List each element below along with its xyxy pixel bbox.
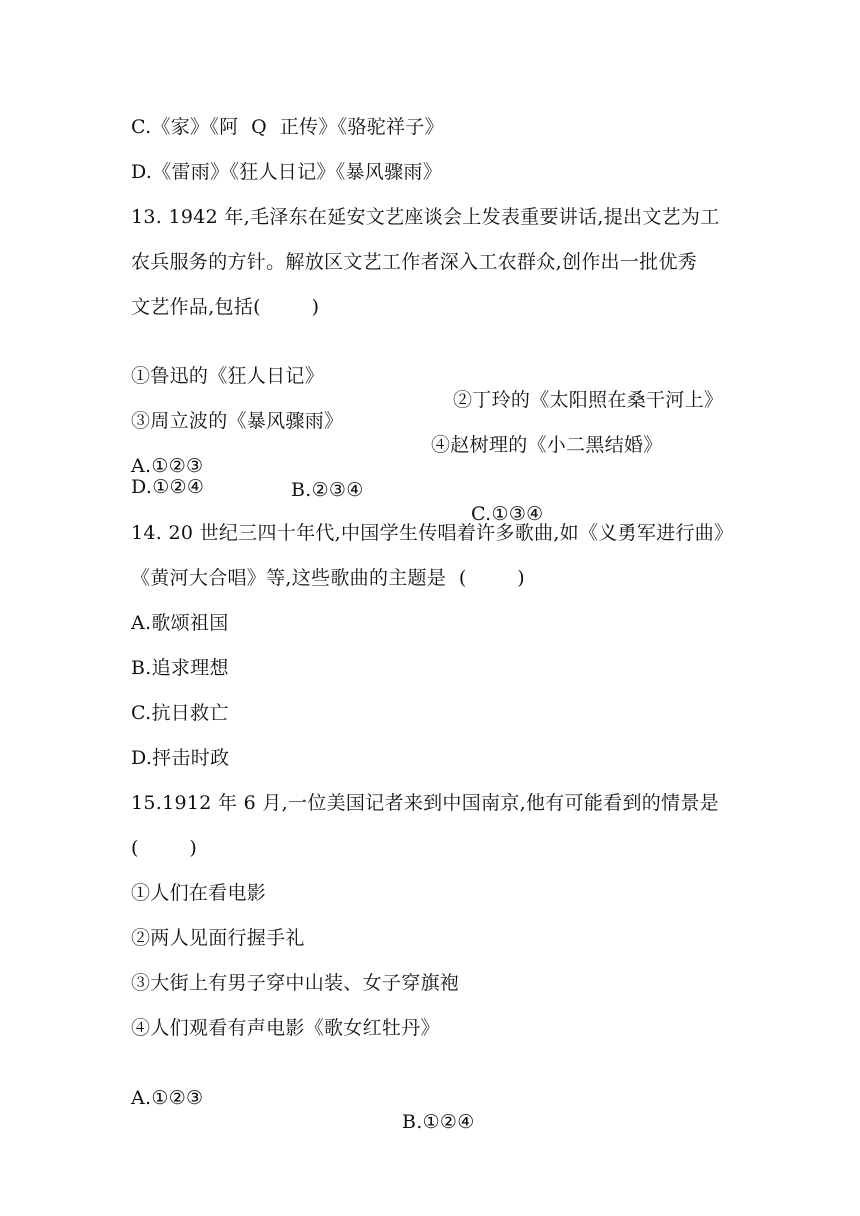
q14-option-d: D.抨击时政 — [131, 747, 230, 769]
q14-stem-line-1: 14. 20 世纪三四十年代,中国学生传唱着许多歌曲,如《义勇军进行曲》 — [131, 522, 734, 544]
q13-option-b: B.②③④ — [291, 479, 364, 501]
q15-stem-line-1: 15.1912 年 6 月,一位美国记者来到中国南京,他有可能看到的情景是 — [131, 792, 719, 814]
q13-item-2: ②丁玲的《太阳照在桑干河上》 — [453, 389, 724, 411]
q12-option-c: C.《家》《阿 Q 正传》《骆驼祥子》 — [131, 116, 444, 138]
q15-item-4: ④人们观看有声电影《歌女红牡丹》 — [131, 1017, 440, 1039]
q15-options-row — [131, 1062, 731, 1158]
q13-option-a: A.①②③ — [131, 455, 204, 477]
q13-stem-line-2: 农兵服务的方针。解放区文艺工作者深入工农群众,创作出一批优秀 — [131, 251, 698, 273]
q15-item-3: ③大街上有男子穿中山装、女子穿旗袍 — [131, 972, 460, 994]
q12-option-d: D.《雷雨》《狂人日记》《暴风骤雨》 — [131, 161, 442, 183]
q13-item-4: ④赵树理的《小二黑结婚》 — [431, 434, 663, 456]
q14-option-a: A.歌颂祖国 — [131, 612, 229, 634]
q13-item-1: ①鲁迅的《狂人日记》 — [131, 365, 325, 387]
q13-stem-line-3: 文艺作品,包括( ) — [131, 296, 320, 318]
q15-stem-line-2: ( ) — [131, 837, 198, 859]
q15-item-1: ①人们在看电影 — [131, 882, 267, 904]
q13-item-3: ③周立波的《暴风骤雨》 — [131, 410, 344, 432]
q13-option-d: D.①②④ — [131, 476, 205, 498]
q13-option-c: C.①③④ — [471, 503, 544, 525]
q15-option-b: B.①②④ — [402, 1111, 475, 1133]
q15-option-a: A.①②③ — [131, 1087, 204, 1109]
q15-item-2: ②两人见面行握手礼 — [131, 927, 305, 949]
q14-option-b: B.追求理想 — [131, 657, 229, 679]
q13-stem-line-1: 13. 1942 年,毛泽东在延安文艺座谈会上发表重要讲话,提出文艺为工 — [131, 206, 720, 228]
q14-option-c: C.抗日救亡 — [131, 702, 229, 724]
q14-stem-line-2: 《黄河大合唱》等,这些歌曲的主题是 ( ) — [131, 567, 525, 589]
